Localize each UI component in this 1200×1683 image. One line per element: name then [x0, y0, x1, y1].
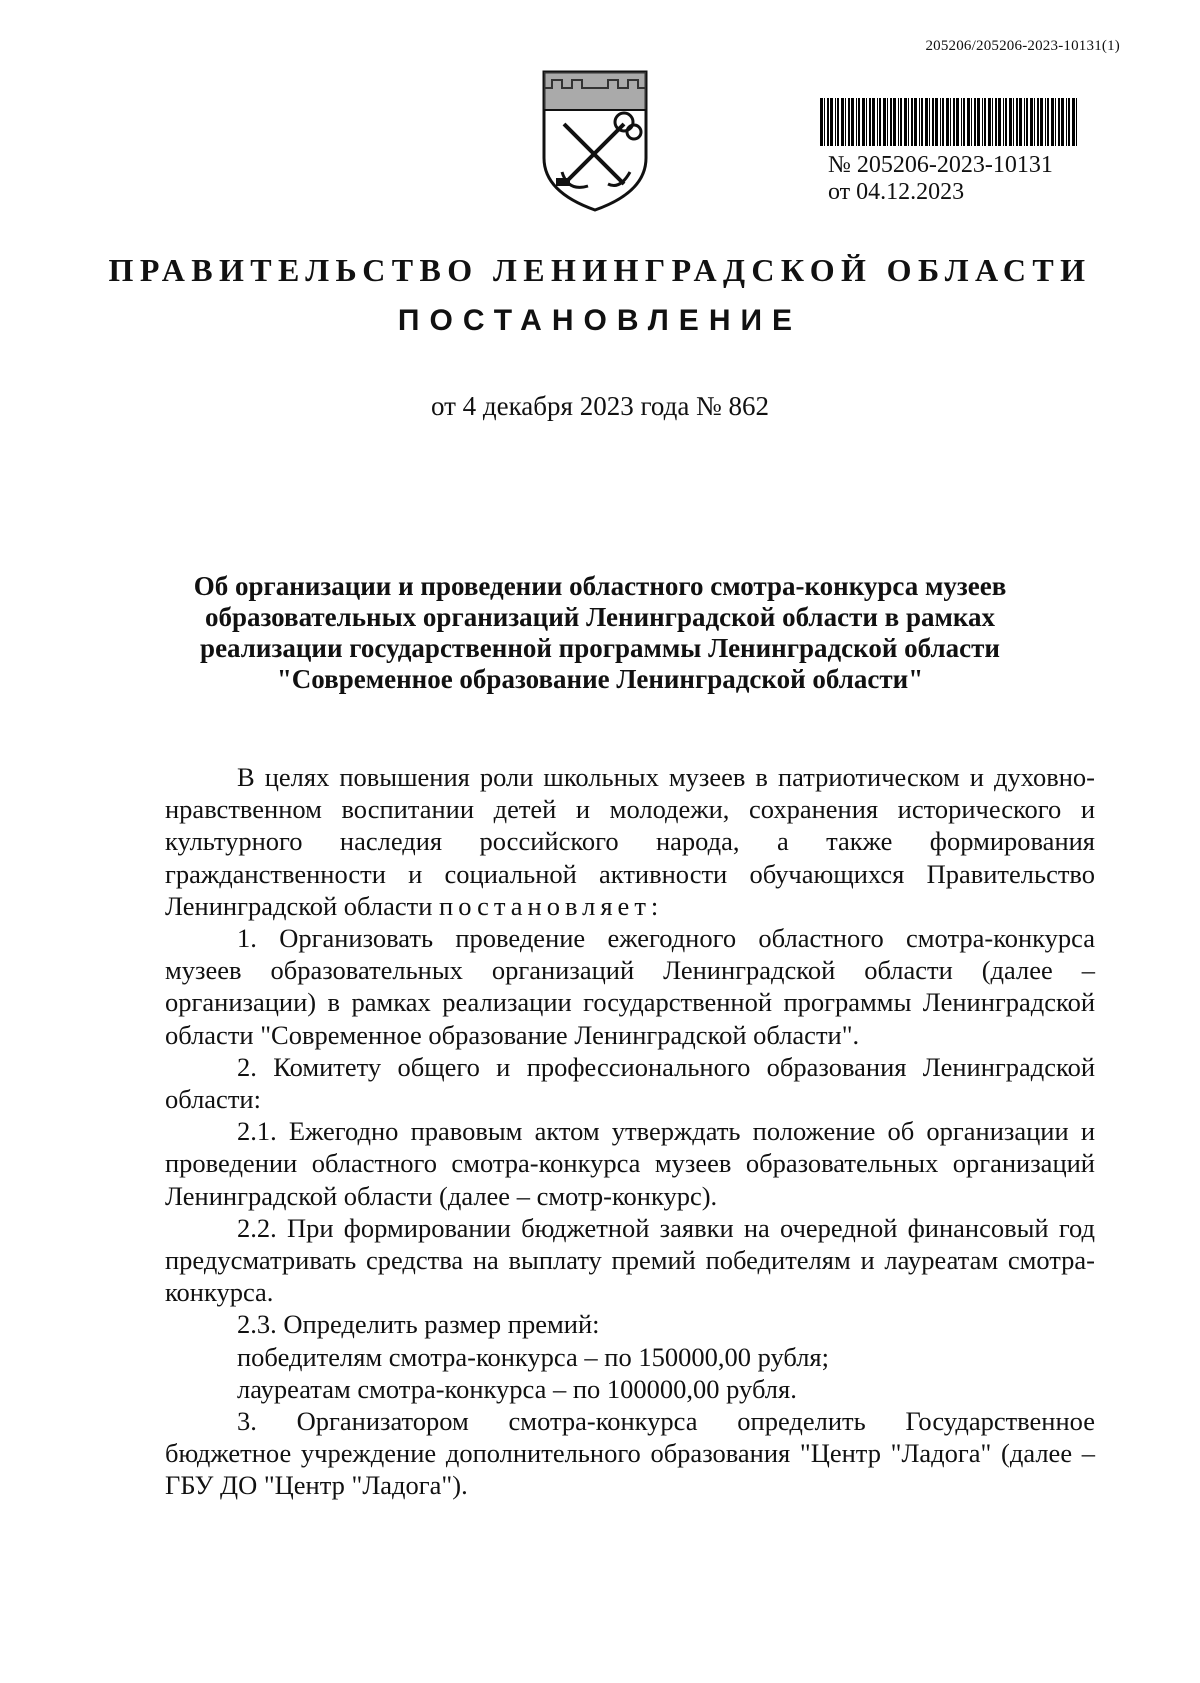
- preamble-paragraph: [165, 761, 1095, 922]
- coat-of-arms-emblem: [538, 66, 652, 212]
- item-2-2: 2.2. При формировании бюджетной заявки на очередной финансовый год предусматривать средства на выплату премий победителям и лауреатам смотра-конкурса.: [165, 1212, 1095, 1308]
- document-date-number: от 4 декабря 2023 года № 862: [430, 391, 770, 421]
- registration-stamp-top: 205206/205206-2023-10131(1): [925, 38, 1120, 54]
- preamble-verb: постановляет:: [439, 890, 664, 921]
- registration-date: от 04.12.2023: [828, 179, 965, 205]
- item-3: 3. Организатором смотра-конкурса определить Государственное бюджетное учреждение дополнительного образования "Центр "Ладога" (далее – ГБУ ДО "Центр "Ладога").: [165, 1406, 1095, 1501]
- item-2: 2. Комитету общего и профессионального образования Ленинградской области:: [165, 1051, 1095, 1115]
- prize-winners-line: победителям смотра-конкурса – по 150000,00 рубля;: [237, 1341, 829, 1372]
- registration-number: № 205206-2023-10131: [828, 152, 1053, 178]
- item-1: 1. Организовать проведение ежегодного областного смотра-конкурса музеев образовательных организаций Ленинградской области (далее – организации) в рамках реализации государственной программы Ленинградской области "Современное образование Ленинградской области".: [165, 923, 1095, 1050]
- document-subject-title: Об организации и проведении областного смотра-конкурса музеев образовательных организаций Ленинградской области в рамках реализации государственной программы Ленинградской области "Современное образование Ленинградской области": [193, 571, 1007, 694]
- government-title: ПРАВИТЕЛЬСТВО ЛЕНИНГРАДСКОЙ ОБЛАСТИ: [108, 252, 1092, 288]
- prize-laureates-line: лауреатам смотра-конкурса – по 100000,00 рубля.: [237, 1373, 797, 1404]
- registration-info: [828, 152, 1053, 206]
- document-type-heading: ПОСТАНОВЛЕНИЕ: [397, 304, 803, 337]
- barcode: [820, 98, 1080, 146]
- item-2-1: 2.1. Ежегодно правовым актом утверждать положение об организации и проведении областного смотра-конкурса музеев образовательных организаций Ленинградской области (далее – смотр-конкурс).: [165, 1116, 1095, 1211]
- preamble-text: В целях повышения роли школьных музеев в патриотическом и духовно-нравственном воспитании детей и молодежи, сохранения исторического и культурного наследия российского народа, а также формирования гражданственности и социальной активности обучающихся Правительство Ленинградской области: [165, 762, 1095, 921]
- item-2-3: 2.3. Определить размер премий:: [237, 1309, 600, 1340]
- document-body: [165, 761, 1095, 1502]
